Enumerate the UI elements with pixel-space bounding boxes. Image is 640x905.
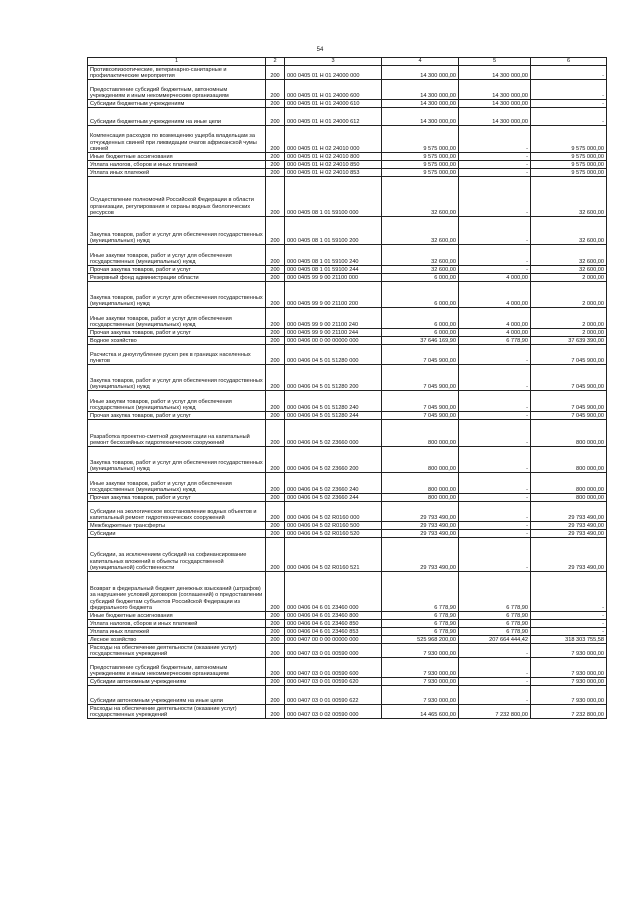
row-code-cell: 200: [266, 530, 285, 538]
table-row: [88, 329, 607, 337]
row-kbk-cell: 000 0405 01 Н 02 24010 850: [285, 161, 382, 169]
table-row: [88, 153, 607, 161]
row-code-cell: 200: [266, 337, 285, 345]
row-name-cell: Субсидии автономным учреждениям: [88, 678, 266, 686]
row-col5-cell: -: [459, 161, 531, 169]
row-total-cell: 7 930 000,00: [382, 658, 459, 678]
row-col6-cell: 7 930 000,00: [531, 686, 607, 705]
row-code-cell: 200: [266, 620, 285, 628]
row-code-cell: 200: [266, 494, 285, 502]
row-code-cell: 200: [266, 66, 285, 80]
row-col5-cell: -: [459, 420, 531, 447]
row-total-cell: 800 000,00: [382, 420, 459, 447]
table-row: [88, 530, 607, 538]
row-name-cell: Закупка товаров, работ и услуг для обеспечения государственных (муниципальных) нужд: [88, 365, 266, 391]
table-row: [88, 365, 607, 391]
row-col6-cell: -: [531, 66, 607, 80]
table-row: [88, 494, 607, 502]
table-row: [88, 308, 607, 329]
row-col6-cell: 9 575 000,00: [531, 161, 607, 169]
table-row: [88, 161, 607, 169]
table-row: [88, 572, 607, 612]
row-col5-cell: -: [459, 266, 531, 274]
row-col5-cell: -: [459, 412, 531, 420]
row-total-cell: 29 793 490,00: [382, 522, 459, 530]
row-col5-cell: 6 778,90: [459, 612, 531, 620]
row-name-cell: Прочая закупка товаров, работ и услуг: [88, 329, 266, 337]
row-code-cell: 200: [266, 678, 285, 686]
table-row: [88, 612, 607, 620]
row-col5-cell: 6 778,90: [459, 572, 531, 612]
row-col5-cell: -: [459, 678, 531, 686]
row-col5-cell: -: [459, 473, 531, 494]
row-col5-cell: 14 300 000,00: [459, 108, 531, 126]
table-row: [88, 420, 607, 447]
row-total-cell: 7 045 900,00: [382, 412, 459, 420]
table-row: [88, 620, 607, 628]
row-kbk-cell: 000 0406 04 6 01 23460 000: [285, 572, 382, 612]
row-code-cell: 200: [266, 245, 285, 266]
row-kbk-cell: 000 0407 03 0 01 00590 600: [285, 658, 382, 678]
row-code-cell: 200: [266, 100, 285, 108]
row-name-cell: Прочая закупка товаров, работ и услуг: [88, 494, 266, 502]
row-code-cell: 200: [266, 108, 285, 126]
budget-table: [87, 57, 607, 719]
row-kbk-cell: 000 0406 04 6 01 23460 800: [285, 612, 382, 620]
row-total-cell: 800 000,00: [382, 447, 459, 473]
table-row: [88, 245, 607, 266]
row-name-cell: Прочая закупка товаров, работ и услуг: [88, 266, 266, 274]
row-name-cell: Субсидии: [88, 530, 266, 538]
row-col6-cell: 7 045 900,00: [531, 345, 607, 365]
row-kbk-cell: 000 0407 00 0 00 00000 000: [285, 636, 382, 644]
row-code-cell: 200: [266, 217, 285, 245]
row-col5-cell: 14 300 000,00: [459, 100, 531, 108]
row-kbk-cell: 000 0406 04 5 01 51280 000: [285, 345, 382, 365]
row-col5-cell: -: [459, 494, 531, 502]
row-name-cell: Уплата налогов, сборов и иных платежей: [88, 620, 266, 628]
row-total-cell: 29 793 490,00: [382, 538, 459, 572]
row-col5-cell: -: [459, 447, 531, 473]
row-code-cell: 200: [266, 126, 285, 153]
row-kbk-cell: 000 0406 04 5 02 23660 200: [285, 447, 382, 473]
row-col5-cell: 4 000,00: [459, 308, 531, 329]
row-total-cell: 7 930 000,00: [382, 678, 459, 686]
row-kbk-cell: 000 0405 01 Н 01 24000 612: [285, 108, 382, 126]
row-code-cell: 200: [266, 572, 285, 612]
row-name-cell: Субсидии бюджетным учреждениям: [88, 100, 266, 108]
row-code-cell: 200: [266, 502, 285, 522]
row-code-cell: 200: [266, 365, 285, 391]
table-row: [88, 412, 607, 420]
row-name-cell: Расходы на обеспечение деятельности (оказание услуг) государственных учреждений: [88, 705, 266, 719]
row-code-cell: 200: [266, 274, 285, 282]
row-col6-cell: 9 575 000,00: [531, 169, 607, 177]
row-col6-cell: 2 000,00: [531, 329, 607, 337]
row-col6-cell: 29 793 490,00: [531, 530, 607, 538]
table-body: [88, 66, 607, 719]
row-code-cell: 200: [266, 628, 285, 636]
row-total-cell: 7 045 900,00: [382, 345, 459, 365]
row-name-cell: Противоэпизоотические, ветеринарно-санитарные и профилактические мероприятия: [88, 66, 266, 80]
row-col6-cell: 29 793 490,00: [531, 538, 607, 572]
row-col5-cell: -: [459, 658, 531, 678]
row-col6-cell: 2 000,00: [531, 282, 607, 308]
row-kbk-cell: 000 0405 99 9 00 21100 000: [285, 274, 382, 282]
table-row: [88, 644, 607, 658]
row-name-cell: Лесное хозяйство: [88, 636, 266, 644]
row-col6-cell: 2 000,00: [531, 274, 607, 282]
row-col6-cell: -: [531, 80, 607, 100]
header-cell-1: 1: [88, 58, 266, 66]
row-col6-cell: 7 232 800,00: [531, 705, 607, 719]
row-name-cell: Иные закупки товаров, работ и услуг для обеспечения государственных (муниципальных) нужд: [88, 473, 266, 494]
row-col5-cell: 4 000,00: [459, 282, 531, 308]
row-code-cell: 200: [266, 282, 285, 308]
row-col5-cell: -: [459, 177, 531, 217]
row-total-cell: 9 575 000,00: [382, 161, 459, 169]
row-col5-cell: 6 778,90: [459, 628, 531, 636]
row-name-cell: Осуществление полномочий Российской Федерации в области организации, регулирования и охраны водных биологических ресурсов: [88, 177, 266, 217]
row-total-cell: 7 045 900,00: [382, 391, 459, 412]
row-kbk-cell: 000 0406 04 5 02 R0160 000: [285, 502, 382, 522]
row-total-cell: 6 778,90: [382, 572, 459, 612]
row-col5-cell: 14 300 000,00: [459, 80, 531, 100]
table-row: [88, 628, 607, 636]
row-kbk-cell: 000 0405 01 Н 02 24010 853: [285, 169, 382, 177]
row-code-cell: 200: [266, 169, 285, 177]
row-code-cell: 200: [266, 308, 285, 329]
row-name-cell: Субсидии, за исключением субсидий на софинансирование капитальных вложений в объекты государственной (муниципальной) собственности: [88, 538, 266, 572]
row-col6-cell: 318 303 755,58: [531, 636, 607, 644]
row-code-cell: 200: [266, 705, 285, 719]
row-kbk-cell: 000 0406 04 6 01 23460 853: [285, 628, 382, 636]
row-kbk-cell: 000 0406 04 5 02 23660 244: [285, 494, 382, 502]
row-total-cell: 14 300 000,00: [382, 100, 459, 108]
row-col5-cell: -: [459, 365, 531, 391]
row-code-cell: 200: [266, 658, 285, 678]
row-col5-cell: 207 664 444,42: [459, 636, 531, 644]
row-kbk-cell: 000 0406 04 5 02 R0160 521: [285, 538, 382, 572]
page-number: 54: [316, 47, 324, 53]
row-total-cell: 14 300 000,00: [382, 108, 459, 126]
table-row: [88, 108, 607, 126]
row-name-cell: Закупка товаров, работ и услуг для обеспечения государственных (муниципальных) нужд: [88, 447, 266, 473]
row-name-cell: Субсидии автономным учреждениям на иные цели: [88, 686, 266, 705]
table-row: [88, 66, 607, 80]
row-kbk-cell: 000 0406 04 5 02 R0160 500: [285, 522, 382, 530]
row-col5-cell: 7 232 800,00: [459, 705, 531, 719]
row-name-cell: Иные закупки товаров, работ и услуг для обеспечения государственных (муниципальных) нужд: [88, 391, 266, 412]
row-kbk-cell: 000 0405 08 1 01 59100 200: [285, 217, 382, 245]
row-col5-cell: -: [459, 686, 531, 705]
row-total-cell: 7 045 900,00: [382, 365, 459, 391]
row-kbk-cell: 000 0405 99 9 00 21100 240: [285, 308, 382, 329]
table-row: [88, 705, 607, 719]
row-code-cell: 200: [266, 153, 285, 161]
table-row: [88, 522, 607, 530]
row-name-cell: Закупка товаров, работ и услуг для обеспечения государственных (муниципальных) нужд: [88, 217, 266, 245]
row-code-cell: 200: [266, 80, 285, 100]
row-col6-cell: 7 930 000,00: [531, 644, 607, 658]
table-row: [88, 169, 607, 177]
table-row: [88, 266, 607, 274]
row-col5-cell: 4 000,00: [459, 329, 531, 337]
row-col6-cell: 800 000,00: [531, 473, 607, 494]
row-kbk-cell: 000 0405 99 9 00 21100 200: [285, 282, 382, 308]
row-total-cell: 9 575 000,00: [382, 126, 459, 153]
row-kbk-cell: 000 0405 01 Н 01 24000 000: [285, 66, 382, 80]
row-col6-cell: 7 930 000,00: [531, 678, 607, 686]
row-code-cell: 200: [266, 391, 285, 412]
table-row: [88, 686, 607, 705]
row-col5-cell: -: [459, 345, 531, 365]
row-total-cell: 32 600,00: [382, 177, 459, 217]
row-total-cell: 29 793 490,00: [382, 530, 459, 538]
row-kbk-cell: 000 0406 04 5 01 51280 240: [285, 391, 382, 412]
table-row: [88, 337, 607, 345]
row-col6-cell: 800 000,00: [531, 447, 607, 473]
row-col5-cell: -: [459, 644, 531, 658]
row-total-cell: 525 968 200,00: [382, 636, 459, 644]
row-kbk-cell: 000 0405 01 Н 02 24010 800: [285, 153, 382, 161]
row-name-cell: Субсидии на экологическое восстановление водных объектов и капитальный ремонт гидротехнических сооружений: [88, 502, 266, 522]
table-row: [88, 126, 607, 153]
row-name-cell: Водное хозяйство: [88, 337, 266, 345]
table-row: [88, 80, 607, 100]
row-col5-cell: -: [459, 530, 531, 538]
row-col6-cell: -: [531, 612, 607, 620]
table-row: [88, 391, 607, 412]
row-code-cell: 200: [266, 522, 285, 530]
row-name-cell: Расходы на обеспечение деятельности (оказание услуг) государственных учреждений: [88, 644, 266, 658]
row-col6-cell: 32 600,00: [531, 217, 607, 245]
row-total-cell: 29 793 490,00: [382, 502, 459, 522]
row-col5-cell: 6 778,90: [459, 620, 531, 628]
row-name-cell: Иные закупки товаров, работ и услуг для обеспечения государственных (муниципальных) нужд: [88, 245, 266, 266]
header-cell-3: 3: [285, 58, 382, 66]
row-name-cell: Субсидии бюджетным учреждениям на иные цели: [88, 108, 266, 126]
row-name-cell: Разработка проектно-сметной документации на капитальный ремонт бесхозяйных гидротехнических сооружений: [88, 420, 266, 447]
row-code-cell: 200: [266, 177, 285, 217]
row-total-cell: 6 000,00: [382, 329, 459, 337]
row-kbk-cell: 000 0406 00 0 00 00000 000: [285, 337, 382, 345]
row-kbk-cell: 000 0407 03 0 02 00590 000: [285, 705, 382, 719]
row-code-cell: 200: [266, 686, 285, 705]
row-col6-cell: 7 930 000,00: [531, 658, 607, 678]
row-total-cell: 7 930 000,00: [382, 644, 459, 658]
row-kbk-cell: 000 0405 08 1 01 59100 240: [285, 245, 382, 266]
row-col6-cell: 7 045 900,00: [531, 412, 607, 420]
row-kbk-cell: 000 0405 01 Н 02 24010 000: [285, 126, 382, 153]
table-row: [88, 678, 607, 686]
row-total-cell: 32 600,00: [382, 245, 459, 266]
row-total-cell: 37 646 169,90: [382, 337, 459, 345]
row-name-cell: Прочая закупка товаров, работ и услуг: [88, 412, 266, 420]
table-row: [88, 274, 607, 282]
row-col5-cell: -: [459, 169, 531, 177]
row-col6-cell: 29 793 490,00: [531, 522, 607, 530]
row-col5-cell: -: [459, 153, 531, 161]
table-row: [88, 447, 607, 473]
row-code-cell: 200: [266, 447, 285, 473]
row-kbk-cell: 000 0406 04 5 01 51280 200: [285, 365, 382, 391]
row-col5-cell: -: [459, 502, 531, 522]
row-col5-cell: 4 000,00: [459, 274, 531, 282]
table-row: [88, 177, 607, 217]
row-kbk-cell: 000 0405 01 Н 01 24000 610: [285, 100, 382, 108]
row-name-cell: Иные бюджетные ассигнования: [88, 153, 266, 161]
row-code-cell: 200: [266, 473, 285, 494]
row-kbk-cell: 000 0405 08 1 01 59100 244: [285, 266, 382, 274]
row-code-cell: 200: [266, 345, 285, 365]
row-kbk-cell: 000 0407 03 0 01 00590 620: [285, 678, 382, 686]
row-col6-cell: 7 045 900,00: [531, 365, 607, 391]
row-name-cell: Компенсация расходов по возмещению ущерба владельцам за отчужденных свиней при ликвидации очагов африканской чумы свиней: [88, 126, 266, 153]
row-col6-cell: 7 045 900,00: [531, 391, 607, 412]
row-col5-cell: -: [459, 217, 531, 245]
row-name-cell: Иные бюджетные ассигнования: [88, 612, 266, 620]
row-col6-cell: 32 600,00: [531, 266, 607, 274]
row-col6-cell: 9 575 000,00: [531, 153, 607, 161]
row-kbk-cell: 000 0406 04 5 02 23660 000: [285, 420, 382, 447]
row-col5-cell: 6 778,90: [459, 337, 531, 345]
row-col6-cell: 37 639 390,00: [531, 337, 607, 345]
row-col6-cell: 32 600,00: [531, 245, 607, 266]
row-col6-cell: -: [531, 572, 607, 612]
table-row: [88, 345, 607, 365]
row-kbk-cell: 000 0407 03 0 01 00590 000: [285, 644, 382, 658]
row-name-cell: Возврат в федеральный бюджет денежных взысканий (штрафов) за нарушение условий договоров (соглашений) о предоставлении субсидий бюджетам субъектов Российской Федерации из федерального бюджета: [88, 572, 266, 612]
row-name-cell: Закупка товаров, работ и услуг для обеспечения государственных (муниципальных) нужд: [88, 282, 266, 308]
header-cell-2: 2: [266, 58, 285, 66]
row-code-cell: 200: [266, 420, 285, 447]
row-col6-cell: 800 000,00: [531, 494, 607, 502]
table-row: [88, 538, 607, 572]
row-total-cell: 32 600,00: [382, 266, 459, 274]
row-name-cell: Уплата иных платежей: [88, 628, 266, 636]
row-code-cell: 200: [266, 612, 285, 620]
row-kbk-cell: 000 0405 01 Н 01 24000 600: [285, 80, 382, 100]
row-name-cell: Резервный фонд администрации области: [88, 274, 266, 282]
row-kbk-cell: 000 0406 04 5 02 R0160 520: [285, 530, 382, 538]
header-cell-6: 6: [531, 58, 607, 66]
row-total-cell: 800 000,00: [382, 473, 459, 494]
row-total-cell: 32 600,00: [382, 217, 459, 245]
row-kbk-cell: 000 0406 04 5 02 23660 240: [285, 473, 382, 494]
row-total-cell: 14 465 600,00: [382, 705, 459, 719]
row-total-cell: 800 000,00: [382, 494, 459, 502]
row-col6-cell: 9 575 000,00: [531, 126, 607, 153]
row-col5-cell: -: [459, 538, 531, 572]
row-kbk-cell: 000 0406 04 6 01 23460 850: [285, 620, 382, 628]
row-name-cell: Расчистка и дноуглубление русел рек в границах населенных пунктов: [88, 345, 266, 365]
row-code-cell: 200: [266, 161, 285, 169]
row-total-cell: 7 930 000,00: [382, 686, 459, 705]
row-total-cell: 6 778,90: [382, 620, 459, 628]
row-code-cell: 200: [266, 266, 285, 274]
row-name-cell: Иные закупки товаров, работ и услуг для обеспечения государственных (муниципальных) нужд: [88, 308, 266, 329]
row-col6-cell: -: [531, 100, 607, 108]
row-total-cell: 9 575 000,00: [382, 169, 459, 177]
row-col6-cell: -: [531, 628, 607, 636]
header-cell-4: 4: [382, 58, 459, 66]
row-col6-cell: -: [531, 620, 607, 628]
row-name-cell: Уплата иных платежей: [88, 169, 266, 177]
row-total-cell: 6 000,00: [382, 274, 459, 282]
row-col5-cell: -: [459, 391, 531, 412]
row-name-cell: Уплата налогов, сборов и иных платежей: [88, 161, 266, 169]
row-code-cell: 200: [266, 329, 285, 337]
row-kbk-cell: 000 0405 08 1 01 59100 000: [285, 177, 382, 217]
table-row: [88, 658, 607, 678]
row-kbk-cell: 000 0406 04 5 01 51280 244: [285, 412, 382, 420]
row-col5-cell: -: [459, 522, 531, 530]
row-col6-cell: -: [531, 108, 607, 126]
row-total-cell: 6 778,90: [382, 612, 459, 620]
row-col5-cell: -: [459, 245, 531, 266]
header-cell-5: 5: [459, 58, 531, 66]
row-code-cell: 200: [266, 412, 285, 420]
row-name-cell: Предоставление субсидий бюджетным, автономным учреждениям и иным некоммерческим организациям: [88, 658, 266, 678]
row-col6-cell: 29 793 490,00: [531, 502, 607, 522]
table-row: [88, 217, 607, 245]
row-code-cell: 200: [266, 644, 285, 658]
row-kbk-cell: 000 0405 99 9 00 21100 244: [285, 329, 382, 337]
table-row: [88, 100, 607, 108]
row-col6-cell: 2 000,00: [531, 308, 607, 329]
row-total-cell: 14 300 000,00: [382, 80, 459, 100]
row-name-cell: Предоставление субсидий бюджетным, автономным учреждениям и иным некоммерческим организациям: [88, 80, 266, 100]
table-row: [88, 502, 607, 522]
header-row: [88, 58, 607, 66]
row-col6-cell: 32 600,00: [531, 177, 607, 217]
row-code-cell: 200: [266, 538, 285, 572]
row-total-cell: 9 575 000,00: [382, 153, 459, 161]
row-total-cell: 6 000,00: [382, 282, 459, 308]
row-total-cell: 6 778,90: [382, 628, 459, 636]
row-kbk-cell: 000 0407 03 0 01 00590 622: [285, 686, 382, 705]
row-total-cell: 14 300 000,00: [382, 66, 459, 80]
row-col5-cell: 14 300 000,00: [459, 66, 531, 80]
row-total-cell: 6 000,00: [382, 308, 459, 329]
row-col6-cell: 800 000,00: [531, 420, 607, 447]
table-row: [88, 473, 607, 494]
row-name-cell: Межбюджетные трансферты: [88, 522, 266, 530]
row-code-cell: 200: [266, 636, 285, 644]
row-col5-cell: -: [459, 126, 531, 153]
table-row: [88, 636, 607, 644]
table-row: [88, 282, 607, 308]
